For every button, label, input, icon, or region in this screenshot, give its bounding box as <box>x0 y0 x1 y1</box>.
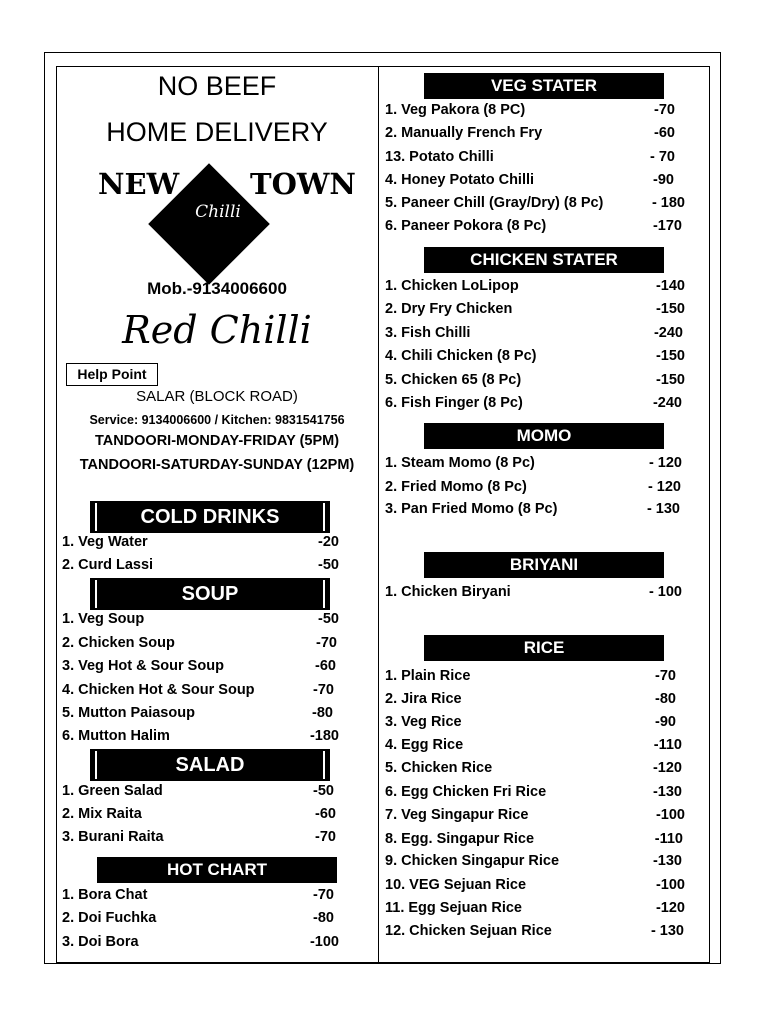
logo-new: NEW <box>98 167 180 201</box>
menu-item-price: -60 <box>654 125 675 141</box>
menu-item-name: 12. Chicken Sejuan Rice <box>385 923 552 939</box>
menu-item-name: 13. Potato Chilli <box>385 149 494 165</box>
menu-item-name: 10. VEG Sejuan Rice <box>385 877 527 893</box>
menu-item-price: -100 <box>309 934 339 950</box>
menu-item-price: -70 <box>654 102 675 118</box>
menu-item-name: 2. Doi Fuchka <box>62 910 157 926</box>
menu-item-price: - 100 <box>648 584 682 600</box>
service-line: Service: 9134006600 / Kitchen: 9831541756 <box>89 413 345 427</box>
menu-item-price: -240 <box>653 325 683 341</box>
menu-item-name: 1. Veg Soup <box>62 611 145 627</box>
menu-item-name: 6. Paneer Pokora (8 Pc) <box>385 218 547 234</box>
menu-item-price: -20 <box>318 534 339 550</box>
menu-item-price: -50 <box>318 611 339 627</box>
menu-item-price: -240 <box>652 395 682 411</box>
section-header-rice: RICE <box>424 635 664 661</box>
menu-item-price: -70 <box>313 887 334 903</box>
menu-item-name: 6. Fish Finger (8 Pc) <box>385 395 523 411</box>
tandoori-weekend: TANDOORI-SATURDAY-SUNDAY (12PM) <box>79 457 355 473</box>
menu-item-name: 1. Bora Chat <box>62 887 148 903</box>
menu-item-price: - 70 <box>650 149 675 165</box>
address: SALAR (BLOCK ROAD) <box>136 388 298 405</box>
menu-item-name: 2. Jira Rice <box>385 691 462 707</box>
menu-item-price: -70 <box>316 635 337 651</box>
menu-item-price: -100 <box>655 807 685 823</box>
menu-item-price: -70 <box>313 682 334 698</box>
menu-item-name: 2. Manually French Fry <box>385 125 543 141</box>
menu-item-price: -50 <box>318 557 339 573</box>
menu-item-price: -110 <box>653 737 682 753</box>
menu-item-name: 1. Veg Pakora (8 PC) <box>385 102 526 118</box>
section-header-salad: SALAD <box>90 749 330 781</box>
menu-item-name: 1. Steam Momo (8 Pc) <box>385 455 535 471</box>
menu-item-name: 3. Burani Raita <box>62 829 164 845</box>
logo-chilli: Chilli <box>195 202 241 222</box>
menu-item-name: 1. Chicken Biryani <box>385 584 511 600</box>
menu-item-price: -140 <box>655 278 685 294</box>
help-point-box: Help Point <box>66 363 158 386</box>
menu-item-name: 4. Chili Chicken (8 Pc) <box>385 348 537 364</box>
logo-town: TOWN <box>250 167 356 201</box>
menu-item-name: 9. Chicken Singapur Rice <box>385 853 560 869</box>
menu-item-name: 2. Dry Fry Chicken <box>385 301 513 317</box>
menu-item-price: -70 <box>315 829 336 845</box>
menu-item-name: 5. Chicken Rice <box>385 760 493 776</box>
menu-item-price: -60 <box>315 658 336 674</box>
menu-item-price: -130 <box>652 853 682 869</box>
section-header-chicken-stater: CHICKEN STATER <box>424 247 664 273</box>
section-header-momo: MOMO <box>424 423 664 449</box>
menu-item-name: 4. Egg Rice <box>385 737 464 753</box>
menu-item-name: 1. Plain Rice <box>385 668 471 684</box>
menu-item-price: - 120 <box>648 455 682 471</box>
section-header-cold-drinks: COLD DRINKS <box>90 501 330 533</box>
home-delivery-title: HOME DELIVERY <box>106 117 328 147</box>
menu-item-price: -70 <box>655 668 676 684</box>
brand-script: Red Chilli <box>122 308 312 352</box>
menu-item-price: -120 <box>655 900 685 916</box>
menu-item-name: 2. Curd Lassi <box>62 557 154 573</box>
menu-item-price: -90 <box>655 714 676 730</box>
menu-item-price: -150 <box>655 372 685 388</box>
menu-item-price: -180 <box>309 728 339 744</box>
menu-item-name: 2. Fried Momo (8 Pc) <box>385 479 527 495</box>
menu-item-price: -120 <box>652 760 682 776</box>
menu-item-name: 3. Fish Chilli <box>385 325 471 341</box>
menu-item-name: 5. Mutton Paiasoup <box>62 705 195 721</box>
menu-item-name: 7. Veg Singapur Rice <box>385 807 529 823</box>
menu-item-price: -150 <box>655 301 685 317</box>
section-header-briyani: BRIYANI <box>424 552 664 578</box>
menu-item-price: -90 <box>653 172 674 188</box>
menu-item-price: -80 <box>655 691 676 707</box>
menu-item-price: -60 <box>315 806 336 822</box>
menu-item-price: -130 <box>652 784 682 800</box>
menu-item-name: 3. Veg Hot & Sour Soup <box>62 658 224 674</box>
menu-item-name: 8. Egg. Singapur Rice <box>385 831 535 847</box>
menu-item-name: 1. Chicken LoLipop <box>385 278 519 294</box>
menu-item-name: 3. Pan Fried Momo (8 Pc) <box>385 501 558 517</box>
menu-item-name: 2. Mix Raita <box>62 806 142 822</box>
menu-item-name: 3. Veg Rice <box>385 714 462 730</box>
menu-item-price: -170 <box>652 218 682 234</box>
menu-item-name: 4. Honey Potato Chilli <box>385 172 535 188</box>
no-beef-title: NO BEEF <box>157 71 277 101</box>
mobile-number: Mob.-9134006600 <box>147 279 287 298</box>
menu-item-price: - 130 <box>650 923 684 939</box>
column-divider <box>378 66 379 963</box>
menu-item-name: 3. Doi Bora <box>62 934 139 950</box>
menu-item-price: - 180 <box>651 195 685 211</box>
menu-item-name: 5. Chicken 65 (8 Pc) <box>385 372 522 388</box>
menu-item-price: - 120 <box>647 479 681 495</box>
menu-item-name: 1. Green Salad <box>62 783 163 799</box>
menu-item-name: 4. Chicken Hot & Sour Soup <box>62 682 255 698</box>
menu-item-name: 2. Chicken Soup <box>62 635 175 651</box>
section-header-hot-chart: HOT CHART <box>97 857 337 883</box>
menu-item-name: 6. Mutton Halim <box>62 728 170 744</box>
menu-item-name: 11. Egg Sejuan Rice <box>385 900 522 916</box>
menu-item-price: -80 <box>313 910 334 926</box>
menu-item-name: 5. Paneer Chill (Gray/Dry) (8 Pc) <box>385 195 604 211</box>
menu-item-price: -150 <box>655 348 685 364</box>
menu-item-price: -100 <box>655 877 685 893</box>
section-header-soup: SOUP <box>90 578 330 610</box>
menu-item-name: 1. Veg Water <box>62 534 148 550</box>
menu-item-price: - 130 <box>646 501 680 517</box>
menu-item-price: -80 <box>312 705 333 721</box>
section-header-veg-stater: VEG STATER <box>424 73 664 99</box>
menu-item-name: 6. Egg Chicken Fri Rice <box>385 784 547 800</box>
menu-item-price: -110 <box>654 831 683 847</box>
menu-item-price: -50 <box>313 783 334 799</box>
tandoori-weekday: TANDOORI-MONDAY-FRIDAY (5PM) <box>94 433 340 449</box>
